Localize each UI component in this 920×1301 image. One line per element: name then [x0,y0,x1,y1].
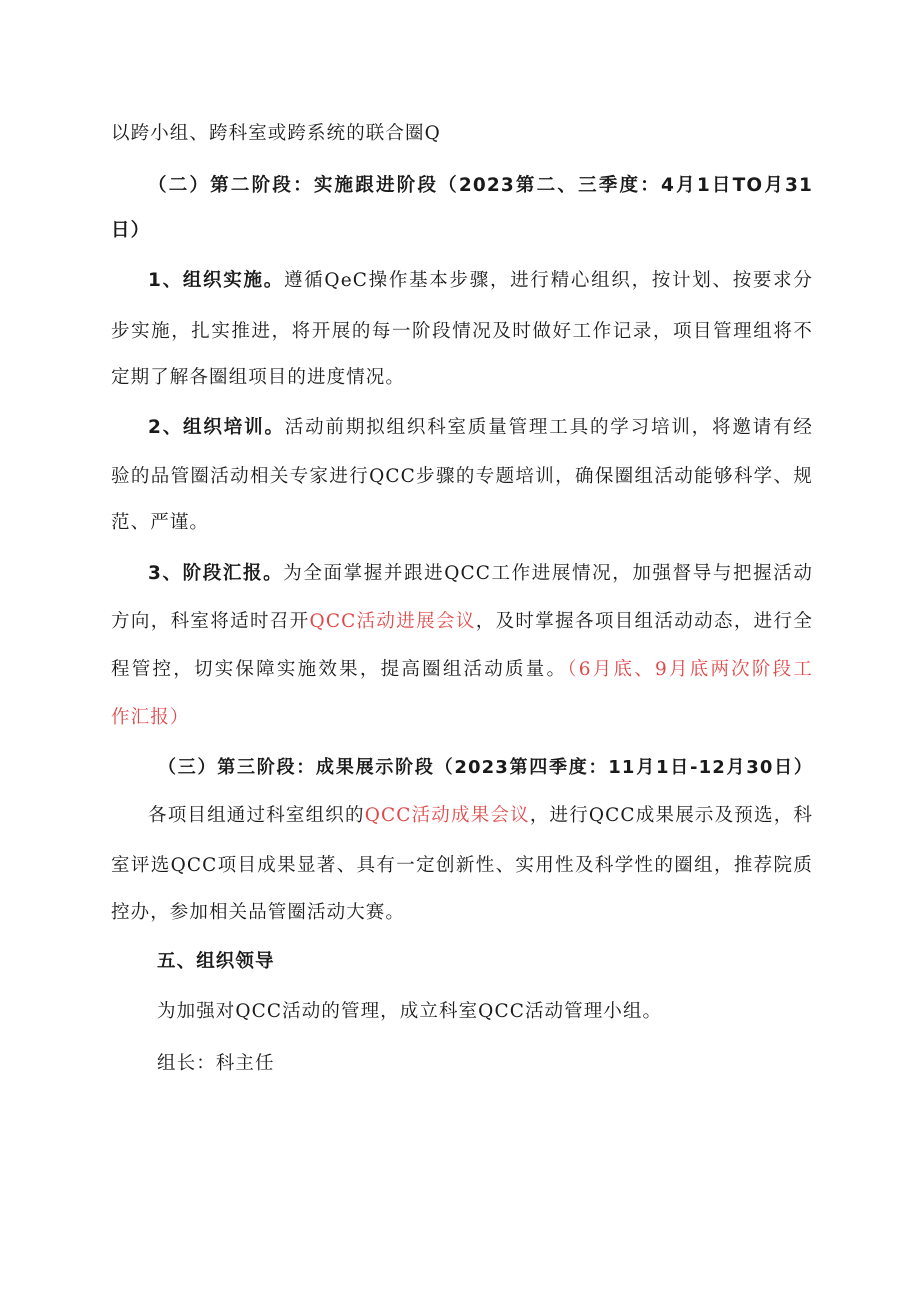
stage3-heading: （三）第三阶段：成果展示阶段（2023第四季度：11月1日-12月30日） [158,757,813,778]
item1-line-3: 定期了解各圈组项目的进度情况。 [111,367,406,388]
stage2-heading-cont: 日） [111,220,151,241]
item3-line-2 [111,610,813,634]
item2-line-3: 范、严谨。 [111,512,210,533]
item3-text-c: 程管控，切实保障实施效果，提高圈组活动质量。 [111,659,568,680]
stage3-line-3: 控办，参加相关品管圈活动大赛。 [111,902,406,923]
item1-text: 遵循QeC操作基本步骤，进行精心组织，按计划、按要求分 [283,270,813,291]
item3-line [148,562,813,586]
schedule-highlight: （6月底、9月底两次阶段工 [567,659,814,680]
leader-line: 组长：科主任 [157,1053,275,1074]
item3-title: 3、阶段汇报。 [148,563,284,584]
item1-line-2: 步实施，扎实推进，将开展的每一阶段情况及时做好工作记录，项目管理组将不 [111,321,813,342]
item3-text-b: ，及时掌握各项目组活动动态，进行全 [475,611,813,632]
meeting-highlight: QCC活动进展会议 [309,611,476,632]
section5-line: 为加强对QCC活动的管理，成立科室QCC活动管理小组。 [157,1001,663,1022]
item3-line-4: 作汇报） [111,707,190,728]
stage3-text-a: 各项目组通过科室组织的 [148,805,365,826]
stage3-line [148,804,813,828]
stage3-line-2: 室评选QCC项目成果显著、具有一定创新性、实用性及科学性的圈组，推荐院质 [111,855,813,876]
item1-title: 1、组织实施。 [148,270,284,291]
item1-line [148,269,813,293]
item3-text: 为全面掌握并跟进QCC工作进展情况，加强督导与把握活动 [283,563,813,584]
section5-heading: 五、组织领导 [157,951,275,972]
item2-title: 2、组织培训。 [148,417,285,438]
paragraph-line: 以跨小组、跨科室或跨系统的联合圈Q [111,123,441,144]
item3-line-3 [111,658,813,682]
item2-line [148,416,813,440]
stage2-heading: （二）第二阶段：实施跟进阶段（2023第二、三季度：4月1日TO月31 [148,175,813,196]
item2-line-2: 验的品管圈活动相关专家进行QCC步骤的专题培训，确保圈组活动能够科学、规 [111,466,813,487]
stage3-text-b: ，进行QCC成果展示及预选，科 [529,805,813,826]
item3-text-a: 方向，科室将适时召开 [111,611,310,632]
item2-text: 活动前期拟组织科室质量管理工具的学习培训，将邀请有经 [284,417,814,438]
results-meeting-highlight: QCC活动成果会议 [364,805,530,826]
